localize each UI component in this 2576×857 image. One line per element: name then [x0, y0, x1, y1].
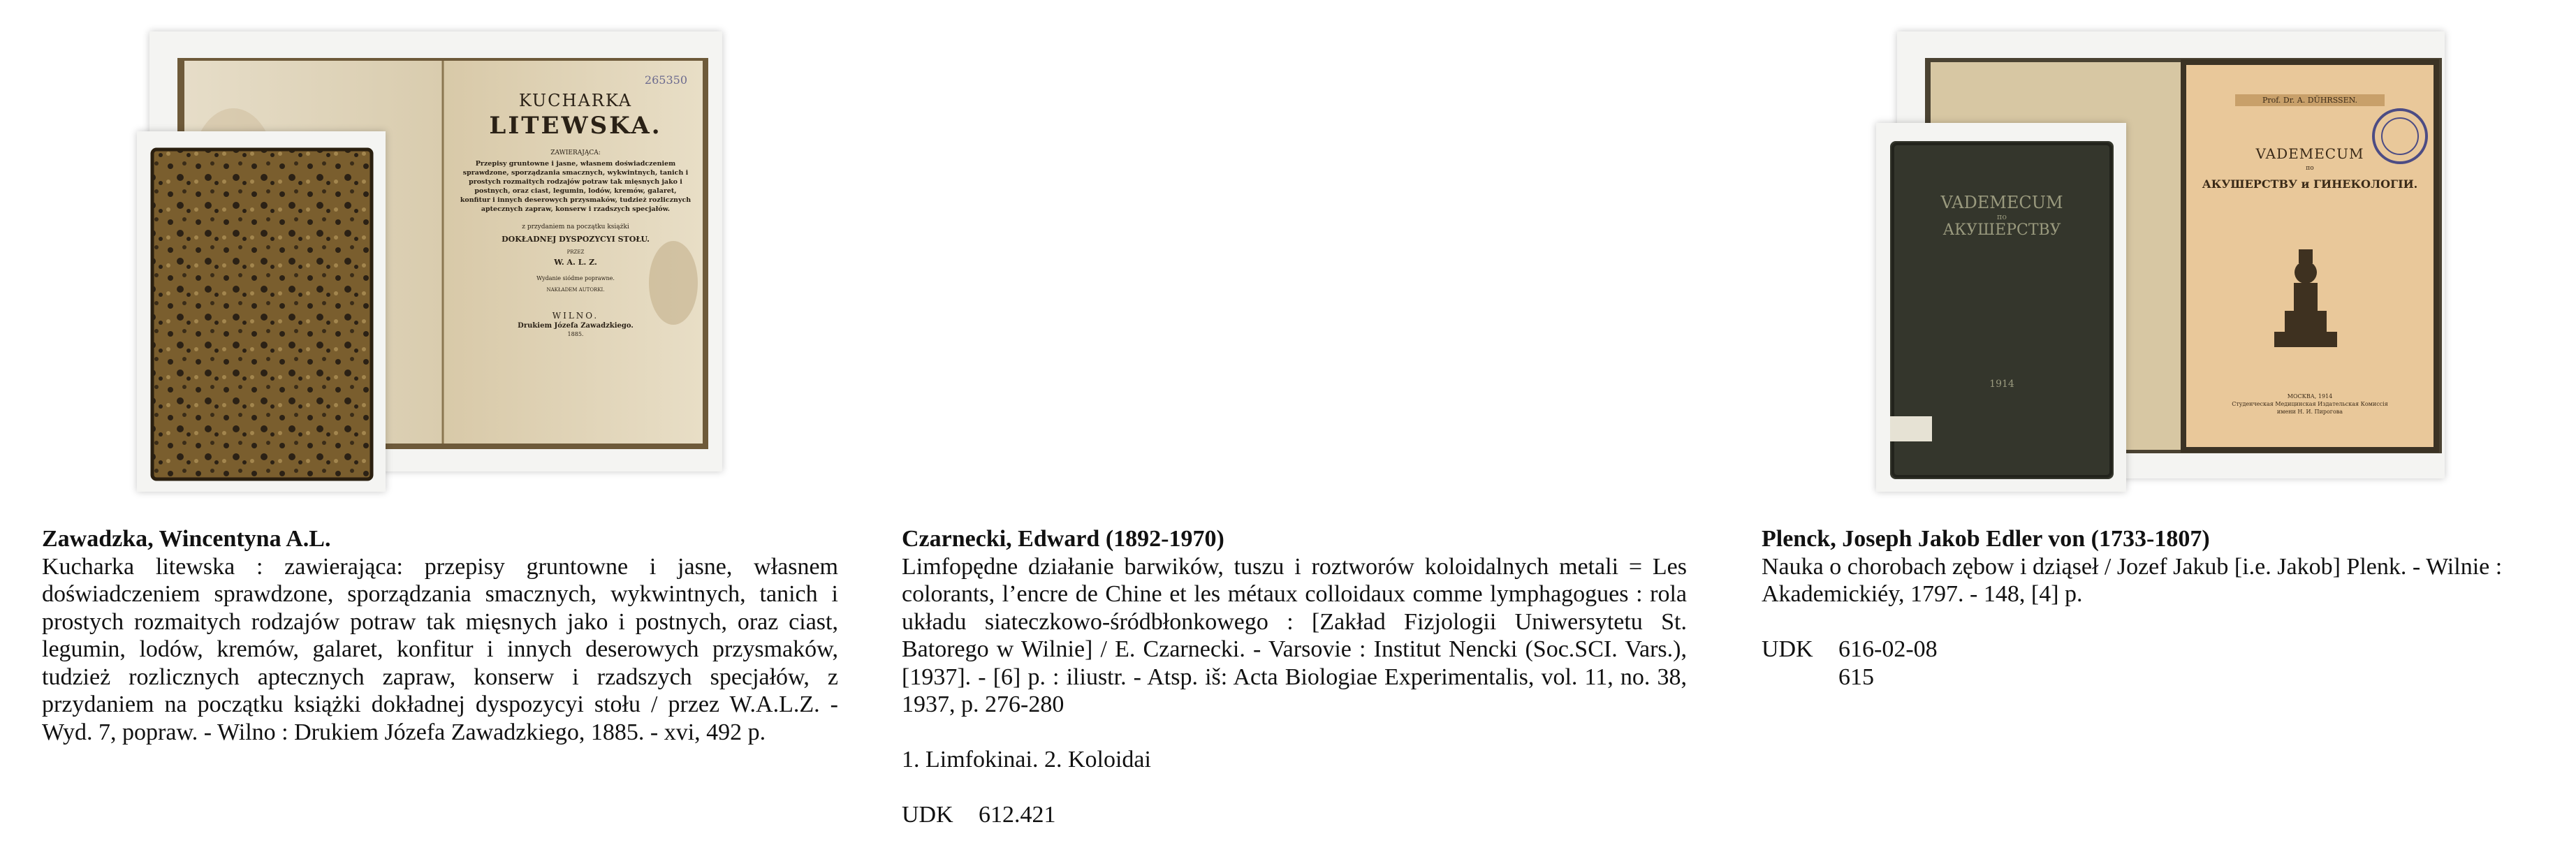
entry-udk — [1762, 636, 2551, 664]
book-cover-photo-kucharka — [137, 131, 386, 492]
book2-place: МОСКВА, 1914 — [2287, 393, 2333, 400]
book-by: PRZEZ — [566, 249, 585, 255]
udk-value: 612.421 — [979, 802, 1056, 828]
marbled-cover-illustration — [137, 131, 386, 492]
title-page-text-2 — [2186, 94, 2434, 444]
cover-sub2: АКУШЕРСТВУ — [1942, 221, 2061, 239]
book-stamp: 265350 — [644, 73, 687, 87]
book-addition-bold: DOKŁADNEJ DYSPOZYCYI STOŁU. — [502, 235, 650, 244]
catalog-entry-plenck — [1762, 525, 2551, 691]
udk-label: UDK — [1762, 636, 1813, 662]
book2-publisher2: имени Н. И. Пирогова — [2276, 409, 2343, 415]
entry-description: Kucharka litewska : zawierająca: przepisy gruntowne i jasne, własnem doświadczeniem sprawdzone, sporządzania smacznych, wykwintnych, tanich i prostych rozmaitych rodzajów potraw tak mięsnych jako i postnych, oraz ciast, legumin, lodów, kremów, galaret, konfitur i innych deserowych przysmaków, tudzież rozlicznych aptecznych zapraw, konserw i rzadszych specjałów, z przydaniem na początku książki dokładnej dyspozycyi stołu / przez W.A.L.Z. - Wyd. 7, popraw. - Wilno : Drukiem Józefa Zawadzkiego, 1885. - xvi, 492 p. — [42, 553, 838, 745]
book-body-text: Przepisy gruntowne i jasne, własnem doświadczeniem sprawdzone, sporządzania smacznych, wykwintnych, tanich i prostych rozmaitych rodzajów potraw tak mięsnych jako i postnych, oraz ciast, legumin, lodów, kremów, galaret, konfitur i innych deserowych przysmaków, tudzież rozlicznych aptecznych zapraw, konserw i rzadszych specjałów. — [460, 160, 691, 213]
entry-author: Plenck, Joseph Jakob Edler von (1733-1807) — [1762, 526, 2210, 552]
book-title-line-1: KUCHARKA — [518, 91, 633, 110]
book-initials: W. A. L. Z. — [554, 258, 597, 267]
catalog-entry-zawadzka — [42, 525, 838, 746]
book2-publisher: Студенческая Медицинская Издательская Комиссія — [2232, 401, 2388, 407]
book2-title: VADEMECUM — [2255, 145, 2364, 162]
book-cover-photo-vademecum — [1876, 123, 2126, 492]
book-place: WILNO. — [552, 311, 599, 321]
book-edition: Wydanie siódme poprawne. — [536, 275, 615, 281]
catalog-entry-czarnecki — [902, 525, 1687, 829]
udk-value-secondary: 615 — [1838, 664, 1874, 690]
udk-label: UDK — [902, 802, 953, 828]
cover-sub: по — [1997, 212, 2007, 221]
book-note: NAKŁADEM AUTORKI. — [546, 287, 605, 293]
entry-description: Nauka o chorobach zębow i dziąseł / Jozef Jakub [i.e. Jakob] Plenk. - Wilnie : Akademickiéy, 1797. - 148, [4] p. — [1762, 553, 2503, 607]
entry-description: Limfopędne działanie barwików, tuszu i roztworów koloidalnych metali = Les colorants, l’encre de Chine et les métaux colloidaux comme lymphagogues : rola układu siateczkowo-śródbłonkowego : [Zakład Fizjologii Uniwersytetu St. Batorego w Wilnie] / E. Czarnecki. - Varsovie : Institut Nencki (Soc.SCI. Vars.), [1937]. - [6] p. : iliustr. - Atsp. iš: Acta Biologiae Experimentalis, vol. 11, no. 38, 1937, p. 276-280 — [902, 553, 1687, 717]
book2-subtitle: АКУШЕРСТВУ и ГИНЕКОЛОГІИ. — [2202, 177, 2418, 191]
cover-title: VADEMECUM — [1940, 193, 2063, 212]
entry-author: Czarnecki, Edward (1892-1970) — [902, 526, 1224, 552]
book-subtitle: ZAWIERAJĄCA: — [550, 149, 601, 156]
entry-udk — [902, 801, 1687, 829]
book2-author-line: Prof. Dr. A. DÜHRSSEN. — [2235, 94, 2385, 106]
entry-subjects: 1. Limfokinai. 2. Koloidai — [902, 747, 1151, 772]
title-page-text — [450, 70, 701, 433]
cover-year: 1914 — [1989, 379, 2014, 390]
book-title-line-2: LITEWSKA. — [489, 112, 662, 140]
entry-author: Zawadzka, Wincentyna A.L. — [42, 526, 331, 552]
udk-value: 616-02-08 — [1838, 636, 1938, 662]
book2-by: по — [2306, 165, 2314, 172]
cover-text-vademecum — [1890, 193, 2114, 444]
book-year: 1885. — [567, 331, 584, 337]
book-addition: z przydaniem na początku książki — [522, 224, 629, 230]
book-printer: Drukiem Józefa Zawadzkiego. — [518, 322, 634, 330]
